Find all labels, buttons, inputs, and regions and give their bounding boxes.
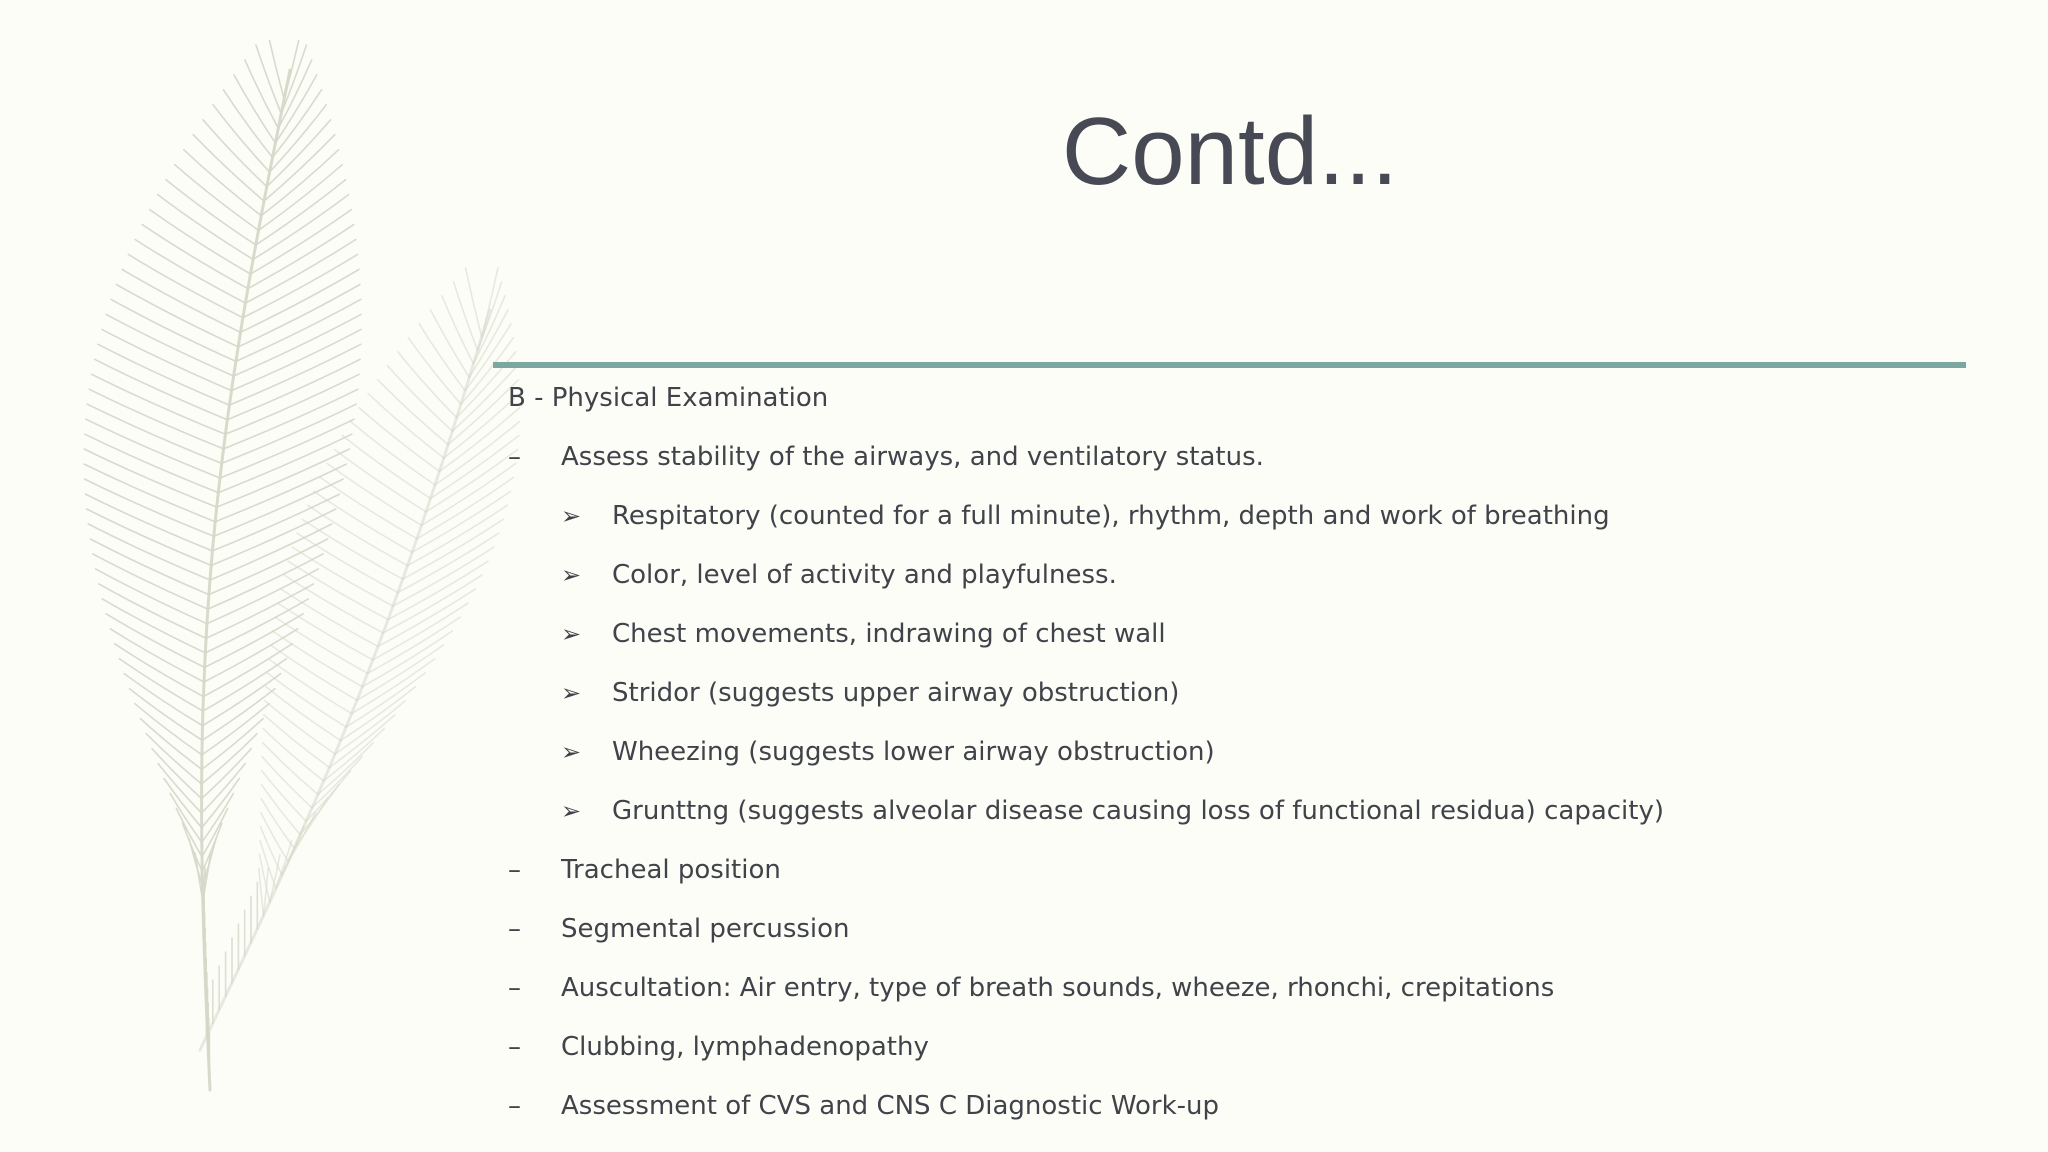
list-item-text: Segmental percussion: [561, 913, 850, 944]
list-item: [508, 663, 1948, 722]
section-heading: [508, 368, 1948, 427]
arrow-bullet-icon: ➢: [561, 501, 582, 530]
section-heading-text: B - Physical Examination: [508, 382, 829, 413]
dash-bullet-icon: –: [508, 972, 521, 1003]
list-item: [508, 899, 1948, 958]
list-item: [508, 958, 1948, 1017]
list-item-text: Grunttng (suggests alveolar disease causing loss of functional residua) capacity): [612, 795, 1664, 826]
dash-bullet-icon: –: [508, 1031, 521, 1062]
list-item-text: Clubbing, lymphadenopathy: [561, 1031, 929, 1062]
dash-bullet-icon: –: [508, 913, 521, 944]
list-item: [508, 427, 1948, 486]
list-item-text: Tracheal position: [561, 854, 781, 885]
list-item: [508, 1076, 1948, 1135]
list-item-text: Assess stability of the airways, and ventilatory status.: [561, 441, 1264, 472]
list-item: [508, 545, 1948, 604]
list-item-text: Color, level of activity and playfulness.: [612, 559, 1117, 590]
arrow-bullet-icon: ➢: [561, 678, 582, 707]
slide-title: Contd...: [1061, 98, 1399, 205]
dash-bullet-icon: –: [508, 854, 521, 885]
list-item-text: Wheezing (suggests lower airway obstruction): [612, 736, 1215, 767]
dash-bullet-icon: –: [508, 1090, 521, 1121]
list-item: [508, 722, 1948, 781]
list-item-text: Stridor (suggests upper airway obstruction): [612, 677, 1180, 708]
list-item-text: Chest movements, indrawing of chest wall: [612, 618, 1166, 649]
list-item-text: Assessment of CVS and CNS C Diagnostic Work-up: [561, 1090, 1220, 1121]
arrow-bullet-icon: ➢: [561, 619, 582, 648]
list-item: [508, 840, 1948, 899]
list-item: [508, 781, 1948, 840]
list-item-text: Respitatory (counted for a full minute), rhythm, depth and work of breathing: [612, 500, 1610, 531]
list-item: [508, 486, 1948, 545]
arrow-bullet-icon: ➢: [561, 737, 582, 766]
list-item: [508, 1017, 1948, 1076]
arrow-bullet-icon: ➢: [561, 796, 582, 825]
arrow-bullet-icon: ➢: [561, 560, 582, 589]
slide-body: [508, 368, 1948, 1135]
list-item-text: Auscultation: Air entry, type of breath sounds, wheeze, rhonchi, crepitations: [561, 972, 1555, 1003]
dash-bullet-icon: –: [508, 441, 521, 472]
list-item: [508, 604, 1948, 663]
